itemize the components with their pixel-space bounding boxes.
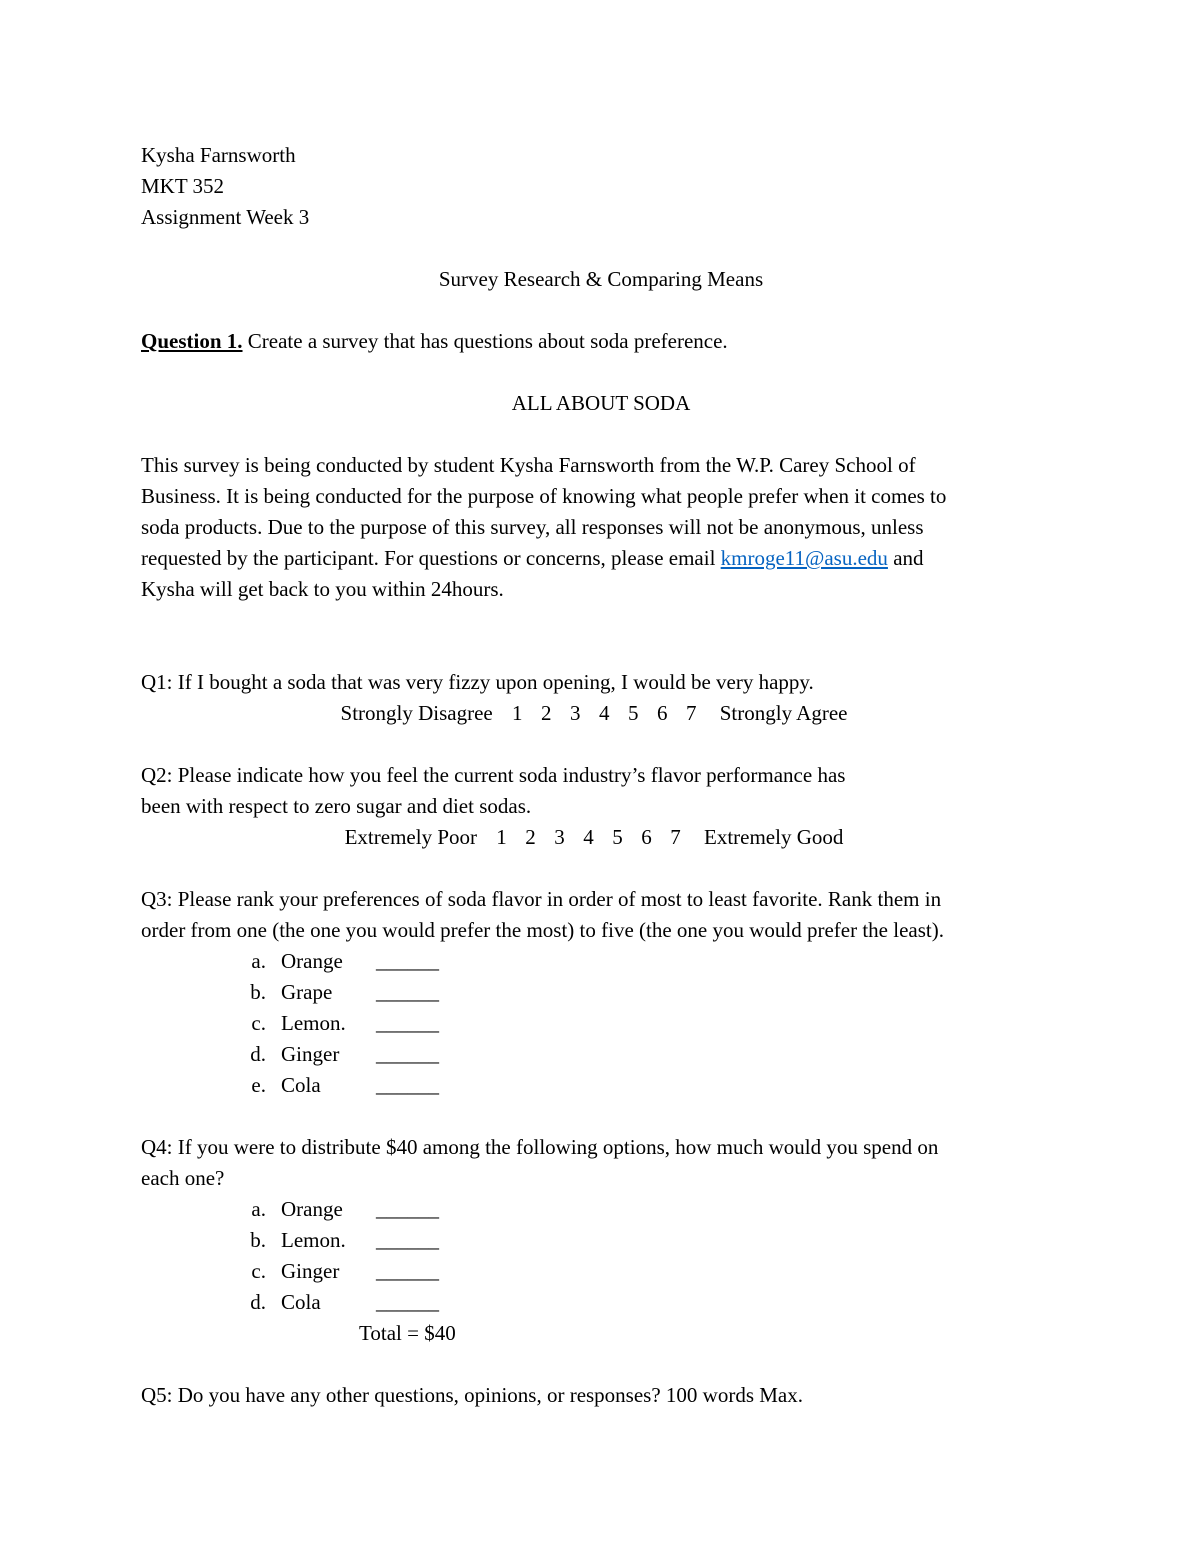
option-letter: d. [250,1042,266,1066]
intro-line-2: Business. It is being conducted for the purpose of knowing what people prefer when it comes to [141,484,947,508]
survey-title: ALL ABOUT SODA [511,391,691,415]
q1-scale-left-label: Strongly Disagree [340,701,493,725]
option-letter: c. [251,1259,266,1283]
option-letter: e. [251,1073,266,1097]
q1-text: Q1: If I bought a soda that was very fizzy upon opening, I would be very happy. [141,670,814,694]
q2-scale-7: 7 [670,825,681,849]
option-name: Ginger [281,1042,340,1066]
rank-blank: ______ [376,980,439,1004]
document-title: Survey Research & Comparing Means [438,267,764,291]
q4-option [141,1256,1061,1287]
rank-blank: ______ [376,1073,439,1097]
q1-scale-7: 7 [686,701,697,725]
q3-text-line-1: Q3: Please rank your preferences of soda flavor in order of most to least favorite. Rank them in [141,887,942,911]
q1-scale-6: 6 [657,701,668,725]
amount-blank: ______ [376,1228,439,1252]
q2-scale-6: 6 [641,825,652,849]
q4-option [141,1225,1061,1256]
q3-option [141,1039,1061,1070]
rank-blank: ______ [376,949,439,973]
question1-prompt [141,326,1061,357]
intro-line-4 [141,543,1061,574]
intro-line-4-start: requested by the participant. For questions or concerns, please email [141,546,721,570]
question1-text: Create a survey that has questions about soda preference. [242,329,728,353]
intro-line-5: Kysha will get back to you within 24hours. [141,577,504,601]
amount-blank: ______ [376,1197,439,1221]
intro-line-4-end: and [887,546,924,570]
q2-scale [141,822,1061,853]
q1-scale-3: 3 [570,701,581,725]
q4-text-line-2: each one? [141,1166,225,1190]
q4-option-list [141,1194,1061,1318]
q3-option [141,946,1061,977]
amount-blank: ______ [376,1290,439,1314]
q4-option [141,1194,1061,1225]
option-name: Orange [281,1197,343,1221]
q2-scale-2: 2 [525,825,536,849]
q5-text: Q5: Do you have any other questions, opinions, or responses? 100 words Max. [141,1383,803,1407]
q1-scale [141,698,1061,729]
option-letter: d. [250,1290,266,1314]
contact-email-link[interactable]: kmroge11@asu.edu [720,546,888,570]
amount-blank: ______ [376,1259,439,1283]
q2-text-line-1: Q2: Please indicate how you feel the current soda industry’s flavor performance has [141,763,846,787]
option-name: Cola [281,1073,321,1097]
q1-scale-1: 1 [512,701,523,725]
option-name: Ginger [281,1259,340,1283]
option-letter: b. [250,1228,266,1252]
course-code: MKT 352 [141,174,225,198]
option-name: Orange [281,949,343,973]
q2-scale-right-label: Extremely Good [704,825,844,849]
option-letter: a. [251,949,266,973]
author-name: Kysha Farnsworth [141,143,296,167]
option-letter: b. [250,980,266,1004]
q2-scale-1: 1 [496,825,507,849]
q3-option-list [141,946,1061,1101]
q2-scale-3: 3 [554,825,565,849]
rank-blank: ______ [376,1011,439,1035]
rank-blank: ______ [376,1042,439,1066]
q2-scale-5: 5 [612,825,623,849]
q3-option [141,977,1061,1008]
option-name: Lemon. [281,1011,346,1035]
q2-text-line-2: been with respect to zero sugar and diet sodas. [141,794,532,818]
intro-line-1: This survey is being conducted by student Kysha Farnsworth from the W.P. Carey School of [141,453,916,477]
q4-option [141,1287,1061,1318]
q3-text-line-2: order from one (the one you would prefer the most) to five (the one you would prefer the least). [141,918,944,942]
q2-scale-4: 4 [583,825,594,849]
q1-scale-5: 5 [628,701,639,725]
intro-line-3: soda products. Due to the purpose of this survey, all responses will not be anonymous, unless [141,515,924,539]
option-letter: a. [251,1197,266,1221]
q3-option [141,1070,1061,1101]
q4-text-line-1: Q4: If you were to distribute $40 among the following options, how much would you spend on [141,1135,939,1159]
q3-option [141,1008,1061,1039]
q1-scale-right-label: Strongly Agree [719,701,848,725]
option-name: Grape [281,980,333,1004]
q1-scale-2: 2 [541,701,552,725]
q2-scale-left-label: Extremely Poor [344,825,477,849]
option-name: Lemon. [281,1228,346,1252]
q4-total: Total = $40 [359,1321,456,1345]
option-name: Cola [281,1290,321,1314]
option-letter: c. [251,1011,266,1035]
q1-scale-4: 4 [599,701,610,725]
question1-label: Question 1. [141,329,243,353]
assignment-label: Assignment Week 3 [141,205,310,229]
document-content [141,140,1061,1411]
